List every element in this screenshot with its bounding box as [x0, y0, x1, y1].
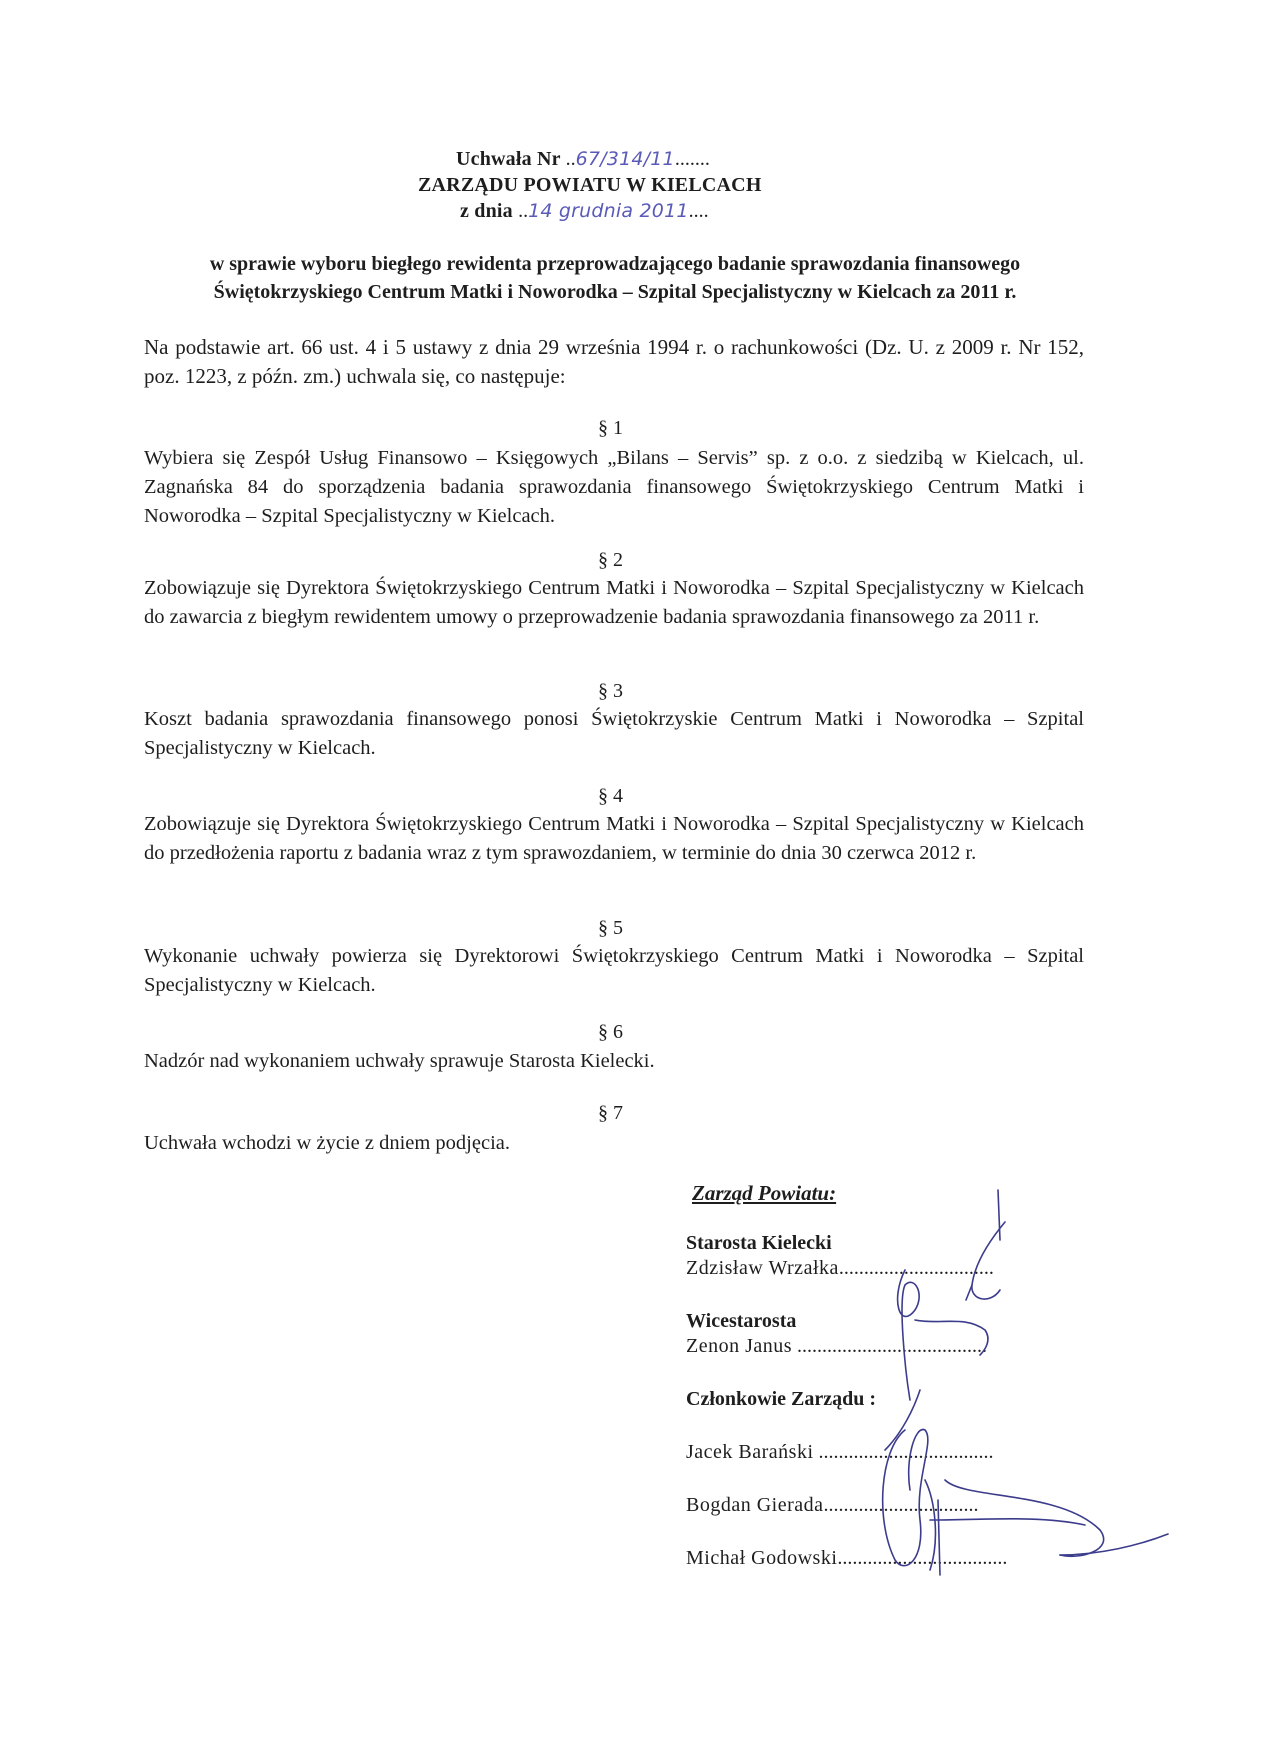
section-3-label: § 3	[598, 680, 623, 702]
wicestarosta-role: Wicestarosta	[686, 1310, 797, 1332]
preamble: Na podstawie art. 66 ust. 4 i 5 ustawy z dnia 29 września 1994 r. o rachunkowości (Dz. U. z 2009 r. Nr 152, poz. 1223, z późn. zm.) uchwala się, co następuje:	[144, 335, 1084, 388]
section-7-text: Uchwała wchodzi w życie z dniem podjęcia.	[144, 1132, 510, 1154]
starosta-signature-line: Zdzisław Wrzałka...............................	[686, 1257, 994, 1279]
subject-line-1: w sprawie wyboru biegłego rewidenta przeprowadzającego badanie sprawozdania finansowego	[209, 253, 1021, 275]
section-1-text: Wybiera się Zespół Usług Finansowo – Księgowych „Bilans – Servis” sp. z o.o. z siedzibą w Kielcach, ul. Zagnańska 84 do sporządzenia badania sprawozdania finansowego Świętokrzyskiego Centrum Matki i Noworodka – Szpital Specjalistyczny w Kielcach.	[144, 447, 1084, 527]
signature-stroke	[998, 1190, 1000, 1240]
section-3-text: Koszt badania sprawozdania finansowego ponosi Świętokrzyskie Centrum Matki i Noworodka – Szpital Specjalistyczny w Kielcach.	[144, 708, 1084, 759]
section-6-label: § 6	[598, 1021, 623, 1043]
signature-stroke	[1060, 1534, 1168, 1555]
date-line: z dnia ..14 grudnia 2011....	[460, 200, 709, 222]
section-6-text: Nadzór nad wykonaniem uchwały sprawuje Starosta Kielecki.	[144, 1050, 655, 1072]
signature-stroke	[966, 1285, 972, 1300]
subject-line-2: Świętokrzyskiego Centrum Matki i Noworodka – Szpital Specjalistyczny w Kielcach za 2011 r.	[213, 281, 1017, 303]
member-3-name: Michał Godowski	[686, 1547, 838, 1569]
resolution-number-line: Uchwała Nr ..67/314/11.......	[456, 148, 710, 170]
member-2-name: Bogdan Gierada	[686, 1494, 824, 1516]
date-handwritten: 14 grudnia 2011	[528, 200, 689, 222]
section-2-label: § 2	[598, 549, 623, 571]
member-1-name: Jacek Barański	[686, 1441, 814, 1463]
members-role: Członkowie Zarządu :	[686, 1388, 876, 1410]
section-7-label: § 7	[598, 1102, 623, 1124]
section-4-label: § 4	[598, 785, 623, 807]
signatures-title: Zarząd Powiatu:	[692, 1181, 837, 1205]
member-2-signature-line: Bogdan Gierada...............................	[686, 1494, 979, 1516]
section-5-label: § 5	[598, 917, 623, 939]
starosta-role: Starosta Kielecki	[686, 1232, 832, 1254]
member-3-signature-line: Michał Godowski..................................	[686, 1547, 1008, 1569]
section-5-text: Wykonanie uchwały powierza się Dyrektorowi Świętokrzyskiego Centrum Matki i Noworodka – Szpital Specjalistyczny w Kielcach.	[144, 945, 1084, 996]
section-1-label: § 1	[598, 417, 623, 439]
section-4-text: Zobowiązuje się Dyrektora Świętokrzyskiego Centrum Matki i Noworodka – Szpital Specjalistyczny w Kielcach do przedłożenia raportu z badania wraz z tym sprawozdaniem, w terminie do dnia 30 czerwca 2012 r.	[144, 813, 1084, 864]
wicestarosta-name: Zenon Janus	[686, 1335, 793, 1357]
section-2-text: Zobowiązuje się Dyrektora Świętokrzyskiego Centrum Matki i Noworodka – Szpital Specjalistyczny w Kielcach do zawarcia z biegłym rewidentem umowy o przeprowadzenie badania sprawozdania finansowego za 2011 r.	[144, 577, 1084, 628]
signature-stroke	[930, 1519, 1085, 1525]
signature-stroke	[945, 1480, 1104, 1556]
resolution-number-handwritten: 67/314/11	[575, 148, 675, 170]
starosta-name: Zdzisław Wrzałka	[686, 1257, 839, 1279]
date-label: z dnia	[460, 200, 513, 222]
member-1-signature-line: Jacek Barański ...................................	[686, 1441, 994, 1463]
board-name: ZARZĄDU POWIATU W KIELCACH	[418, 174, 762, 196]
wicestarosta-signature-line: Zenon Janus ......................................	[686, 1335, 988, 1357]
resolution-subject	[150, 250, 1080, 306]
resolution-label: Uchwała Nr	[456, 148, 561, 170]
